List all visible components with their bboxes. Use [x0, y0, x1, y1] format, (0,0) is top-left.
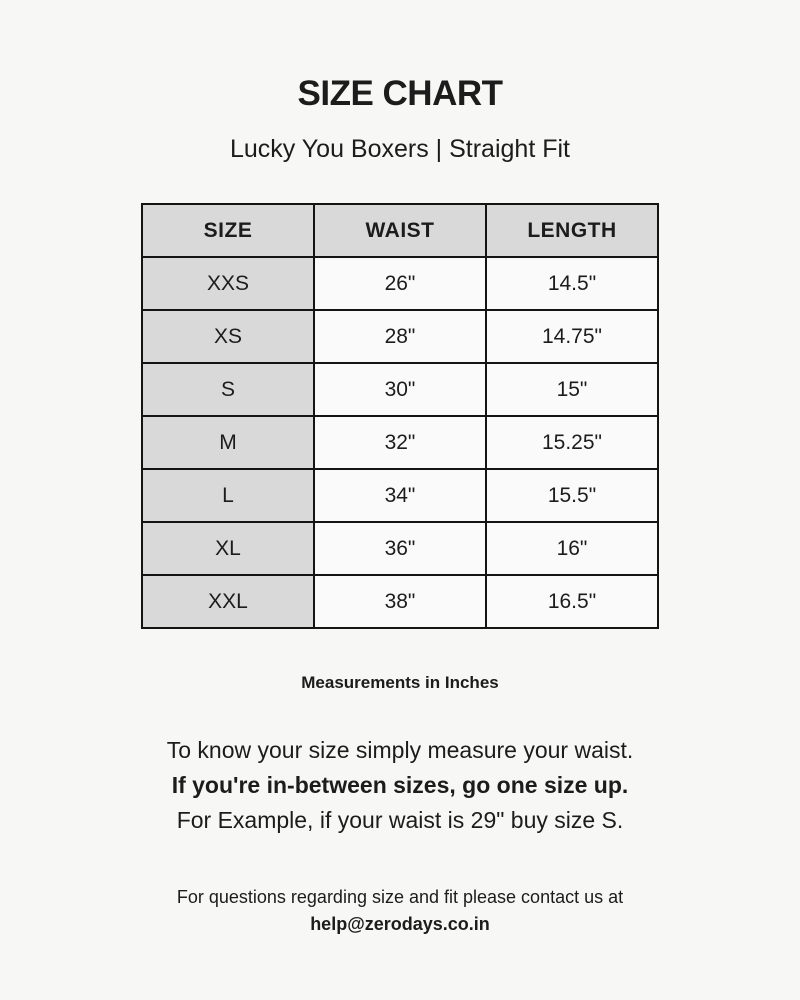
waist-cell: 34": [314, 469, 486, 522]
fit-instruction-line-3: For Example, if your waist is 29" buy size S.: [176, 807, 624, 833]
measurements-unit-note: Measurements in Inches: [301, 673, 499, 692]
page-title: SIZE CHART: [297, 74, 503, 113]
size-cell: XS: [142, 310, 314, 363]
length-cell: 15.25": [486, 416, 658, 469]
length-cell: 15": [486, 363, 658, 416]
table-row: [142, 416, 658, 469]
size-cell: M: [142, 416, 314, 469]
contact-text: For questions regarding size and fit please contact us at: [176, 887, 624, 907]
length-cell: 16.5": [486, 575, 658, 628]
waist-cell: 36": [314, 522, 486, 575]
table-row: [142, 257, 658, 310]
size-cell: XXL: [142, 575, 314, 628]
table-row: [142, 363, 658, 416]
table-row: [142, 310, 658, 363]
size-table: [141, 203, 659, 629]
length-cell: 15.5": [486, 469, 658, 522]
fit-instruction-line-2: If you're in-between sizes, go one size up.: [171, 772, 629, 798]
length-cell: 16": [486, 522, 658, 575]
waist-cell: 30": [314, 363, 486, 416]
size-cell: XL: [142, 522, 314, 575]
fit-instruction-line-1: To know your size simply measure your waist.: [166, 737, 634, 763]
table-row: [142, 575, 658, 628]
contact-email: help@zerodays.co.in: [310, 914, 490, 934]
header-size: SIZE: [142, 204, 314, 257]
size-table-body: [142, 257, 658, 628]
size-table-header: [142, 204, 658, 257]
length-cell: 14.5": [486, 257, 658, 310]
product-subtitle: Lucky You Boxers | Straight Fit: [229, 135, 570, 163]
waist-cell: 26": [314, 257, 486, 310]
waist-cell: 32": [314, 416, 486, 469]
waist-cell: 28": [314, 310, 486, 363]
table-row: [142, 469, 658, 522]
size-cell: S: [142, 363, 314, 416]
table-row: [142, 522, 658, 575]
header-waist: WAIST: [314, 204, 486, 257]
waist-cell: 38": [314, 575, 486, 628]
size-cell: XXS: [142, 257, 314, 310]
header-length: LENGTH: [486, 204, 658, 257]
contact-block: [0, 884, 800, 938]
fit-instructions: [0, 733, 800, 838]
size-cell: L: [142, 469, 314, 522]
length-cell: 14.75": [486, 310, 658, 363]
header-row: [142, 204, 658, 257]
